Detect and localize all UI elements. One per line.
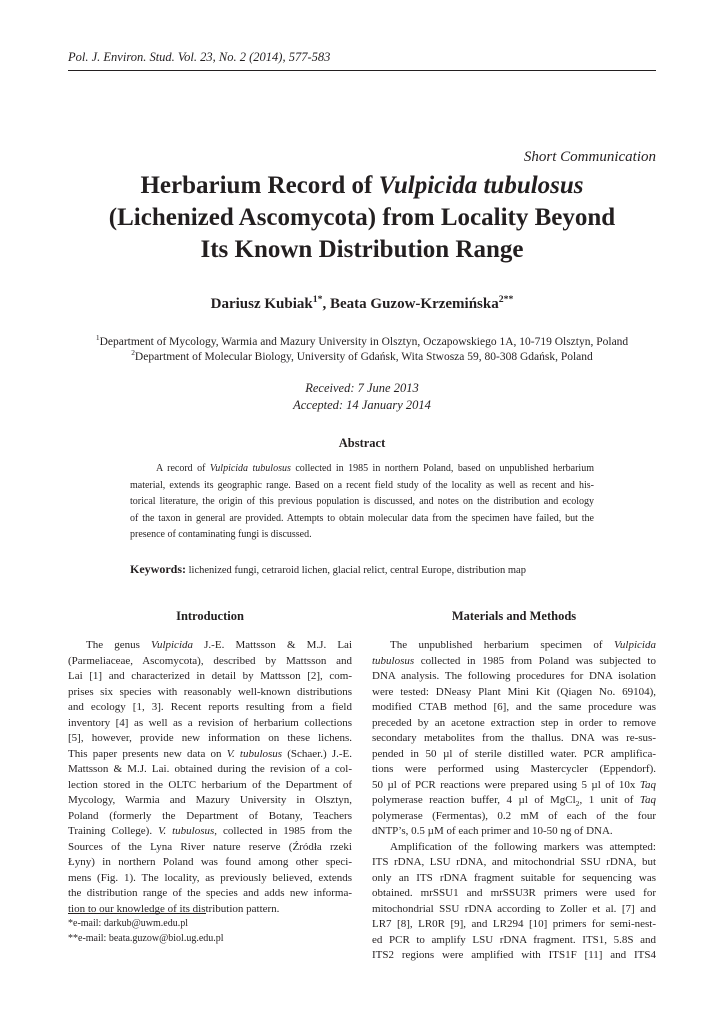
body-text: ed PCR to amplify LSU rDNA fragment. ITS1, 5.8S and [372, 933, 656, 946]
author-marker: 2** [498, 294, 514, 305]
body-line [372, 824, 656, 840]
body-line [372, 747, 656, 763]
body-text: , collected in 1985 from the [214, 825, 352, 837]
body-text: were tested: DNeasy Plant Mini Kit (Qiagen No. 69104), [372, 685, 656, 698]
body-text: [5], however, provide new information on these lichens. [68, 732, 352, 744]
affiliation-text: Department of Molecular Biology, University of Gdańsk, Wita Stwosza 59, 80-308 Gdańsk, Poland [134, 351, 593, 363]
body-line [68, 871, 352, 887]
introduction-heading: Introduction [176, 609, 244, 623]
section-label: Short Communication [523, 149, 656, 165]
body-text: and ecology [1, 3]. Recent reports resulting from a field [68, 701, 352, 713]
affiliation-marker: 1 [95, 333, 100, 343]
body-line [372, 902, 656, 918]
abstract-line: torical literature, the origin of this previous population is discussed, and notes on the distribution and ecology [130, 496, 594, 507]
body-line [68, 747, 352, 763]
keywords-text: lichenized fungi, cetraroid lichen, glacial relict, central Europe, distribution map [186, 565, 526, 576]
body-line [68, 855, 352, 871]
body-line [372, 793, 656, 809]
body-text: LR7 [8], LR0R [9], and LR294 [10] primers for semi-nest- [372, 918, 656, 930]
article-title [68, 170, 656, 266]
body-text: the distribution range of the species and adds new informa- [68, 887, 352, 899]
body-line [68, 685, 352, 701]
body-text: 50 µl of PCR reactions were prepared using 5 µl of 10x [372, 778, 640, 791]
body-line [68, 700, 352, 716]
body-line [372, 700, 656, 716]
body-line [372, 762, 656, 778]
body-text: mens (Fig. 1). The locality, as previously believed, extends [68, 871, 352, 884]
body-text: inventory [4] as well as a revision of herbarium collections [68, 716, 352, 729]
body-text: The genus [86, 639, 152, 651]
abstract-line: material, extends its geographic range. Based on a recent field study of the locality as well as recent and his- [130, 479, 594, 491]
body-text: (Schaer.) J.-E. [282, 747, 352, 760]
body-text: secondary metabolites from the thallus. DNA was re-sus- [372, 732, 656, 744]
body-line [68, 731, 352, 747]
keywords [130, 562, 594, 577]
italic-term: Vulpicida [151, 639, 194, 651]
methods-body [372, 638, 656, 964]
body-text: Mattsson & M.J. Lai. obtained during the revision of a col- [68, 763, 352, 775]
body-text: pended in 50 µl of sterile distilled water. PCR amplifica- [372, 747, 656, 760]
body-text: Sources of the Lyna River nature reserve (Źródła rzeki [68, 840, 352, 853]
body-text: This paper presents new data on [68, 747, 227, 760]
body-line [68, 902, 352, 918]
footnote-email-1: *e-mail: darkub@uwm.edu.pl [68, 918, 189, 929]
title-line-1 [68, 170, 656, 202]
received-date: Received: 7 June 2013 [305, 381, 419, 395]
abstract-text: A record of [156, 463, 210, 474]
italic-term: tubulosus [372, 654, 415, 667]
author-list [68, 296, 656, 313]
abstract-heading: Abstract [338, 436, 386, 450]
body-text: modified CTAB method [6], and the same procedure was [372, 701, 656, 713]
body-line [372, 933, 656, 949]
body-line [68, 638, 352, 654]
body-line [372, 840, 656, 856]
italic-term: Vulpicida [614, 639, 656, 651]
body-line [372, 855, 656, 871]
body-text: J.-E. Mattsson & M.J. Lai [193, 639, 352, 651]
body-line [372, 638, 656, 654]
body-line [372, 731, 656, 747]
abstract-body [130, 461, 594, 544]
keywords-label: Keywords: [130, 562, 186, 576]
body-line [372, 778, 656, 794]
body-line [68, 778, 352, 794]
body-text: Łyny) in northern Poland was found among other speci- [68, 856, 352, 868]
body-text: , 1 unit of [579, 794, 640, 806]
body-text: polymerase (Fermentas), 0.2 mM of each of the four [372, 809, 656, 822]
abstract-text: collected in 1985 in northern Poland, based on unpublished herbarium [290, 463, 594, 474]
body-text: (Parmeliaceae, Ascomycota), described by Mattsson and [68, 654, 352, 667]
body-text: Poland (formerly the Department of Botany, Teachers [68, 809, 352, 822]
abstract-species: Vulpicida tubulosus [209, 463, 291, 474]
body-text: The unpublished herbarium specimen of [390, 639, 615, 651]
body-line [372, 654, 656, 670]
journal-citation-header: Pol. J. Environ. Stud. Vol. 23, No. 2 (2014), 577-583 [68, 50, 331, 64]
abstract-line: of the taxon in general are provided. Attempts to obtain molecular data from the specimen have failed, but the [130, 512, 594, 524]
body-text: only an ITS rDNA fragment suitable for sequencing was [372, 871, 656, 884]
body-text: ITS2 regions were amplified with ITS1F [11] and ITS4 [372, 949, 656, 961]
abstract-line: presence of contaminating fungi is discussed. [130, 529, 312, 540]
body-line [68, 886, 352, 902]
header-rule [68, 70, 656, 71]
body-text: obtained. mrSSU1 and mrSSU3R primers were used for [372, 887, 656, 899]
body-text: lection stored in the OLTC herbarium of the Department of [68, 778, 352, 791]
italic-term: V. tubulosus [226, 747, 283, 760]
body-text: tion to our knowledge of its distribution pattern. [68, 902, 280, 915]
subscript: 2 [575, 799, 580, 809]
body-line [372, 948, 656, 964]
body-text: mitochondrial SSU rDNA according to Zoller et al. [7] and [372, 902, 656, 915]
body-line [68, 762, 352, 778]
author-name: Dariusz Kubiak [210, 296, 313, 312]
footnote-rule [68, 913, 206, 914]
body-line [372, 685, 656, 701]
body-text: Mycology, Warmia and Mazury University in Olsztyn, [68, 794, 352, 806]
body-line [68, 809, 352, 825]
italic-term: V. tubulosus [158, 825, 215, 837]
accepted-date: Accepted: 14 January 2014 [293, 398, 431, 412]
introduction-body [68, 638, 352, 917]
body-line [68, 716, 352, 732]
body-text: collected in 1985 from Poland was subjected to [414, 654, 656, 667]
body-text: ITS rDNA, LSU rDNA, and mitochondrial SSU rDNA, but [372, 856, 656, 868]
footnote-email-2: **e-mail: beata.guzow@biol.ug.edu.pl [68, 933, 224, 944]
body-line [372, 669, 656, 685]
italic-term: Taq [639, 778, 656, 791]
body-line [68, 840, 352, 856]
body-text: preceded by an acetone extraction step in order to remove [372, 716, 656, 729]
title-line-3: Its Known Distribution Range [200, 236, 524, 263]
body-text: Amplification of the following markers was attempted: [390, 840, 656, 853]
body-text: polymerase reaction buffer, 4 µl of MgCl [372, 794, 576, 806]
affiliation-1 [68, 333, 656, 348]
body-line [68, 654, 352, 670]
body-line [68, 824, 352, 840]
italic-term: Taq [639, 794, 657, 806]
body-text: DNA analysis. The following procedures for DNA isolation [372, 670, 656, 682]
affiliation-text: Department of Mycology, Warmia and Mazury University in Olsztyn, Oczapowskiego 1A, 10-719 Olsztyn, Poland [99, 336, 629, 348]
title-line-1-text: Herbarium Record of [140, 172, 379, 199]
body-line [372, 886, 656, 902]
author-separator: , [322, 296, 330, 312]
abstract-line [130, 461, 594, 478]
body-text: Lai [1] and characterized in detail by Mattsson [2], com- [68, 670, 352, 682]
body-line [372, 809, 656, 825]
title-line-2: (Lichenized Ascomycota) from Locality Beyond [108, 204, 616, 231]
body-line [372, 716, 656, 732]
body-text: tions were performed using Mastercycler (Eppendorf). [372, 763, 656, 775]
author-name: Beata Guzow-Krzemińska [330, 296, 499, 312]
body-line [372, 917, 656, 933]
body-line [372, 871, 656, 887]
affiliation-marker: 2 [131, 348, 135, 358]
body-line [68, 793, 352, 809]
affiliation-2 [68, 348, 656, 363]
body-line [68, 669, 352, 685]
methods-heading: Materials and Methods [451, 609, 577, 623]
author-marker: 1* [312, 294, 323, 305]
body-text: dNTP’s, 0.5 µM of each primer and 10-50 ng of DNA. [372, 825, 613, 837]
body-text: Training College). [68, 825, 159, 837]
title-species-name: Vulpicida tubulosus [378, 172, 584, 199]
body-text: prises six species with reasonably well-known distributions [68, 685, 352, 698]
